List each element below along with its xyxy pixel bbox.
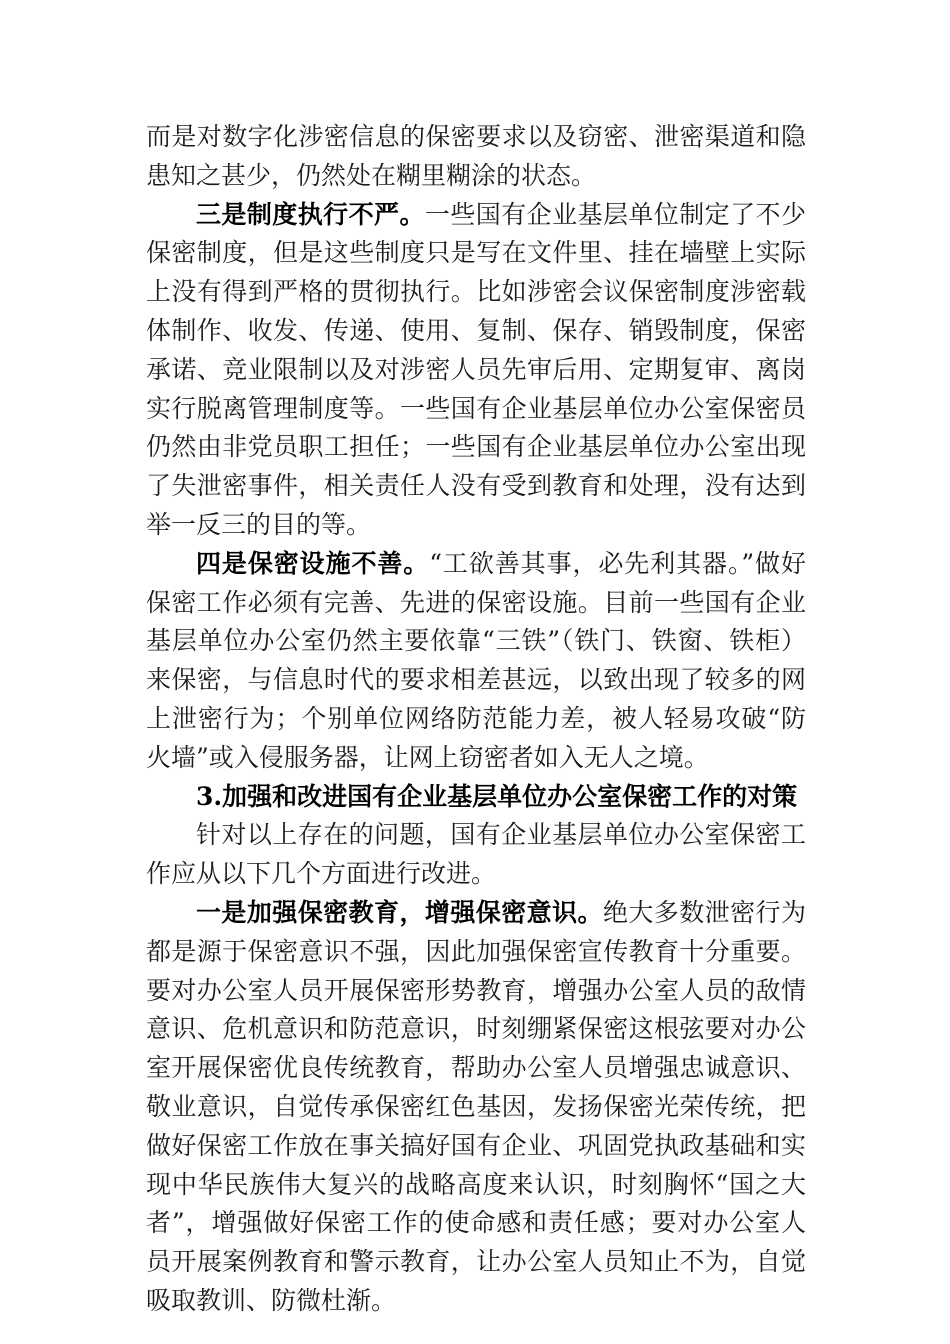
paragraph-text: “工欲善其事，必先利其器。”做好保密工作必须有完善、先进的保密设施。目前一些国有企业基层单位办公室仍然主要依靠“三铁”（铁门、铁窗、铁柜）来保密，与信息时代的要求相差甚远，以致出现了较多的网上泄密行为；个别单位网络防范能力差，被人轻易攻破“防火墙”或入侵服务器，让网上窃密者如入无人之境。: [146, 548, 806, 772]
document-body: [146, 118, 806, 1321]
paragraph-security-facilities: [146, 545, 806, 778]
paragraph-lead: 三是制度执行不严。: [196, 199, 425, 229]
paragraph-intro: [146, 816, 806, 894]
paragraph-institution-enforcement: [146, 196, 806, 545]
paragraph-lead: 四是保密设施不善。: [196, 548, 430, 578]
section-heading: 3.加强和改进国有企业基层单位办公室保密工作的对策: [196, 781, 798, 811]
paragraph-text: 一些国有企业基层单位制定了不少保密制度，但是这些制度只是写在文件里、挂在墙壁上实际上没有得到严格的贯彻执行。比如涉密会议保密制度涉密载体制作、收发、传递、使用、复制、保存、销毁制度，保密承诺、竞业限制以及对涉密人员先审后用、定期复审、离岗实行脱离管理制度等。一些国有企业基层单位办公室保密员仍然由非党员职工担任；一些国有企业基层单位办公室出现了失泄密事件，相关责任人没有受到教育和处理，没有达到举一反三的目的等。: [146, 199, 806, 539]
paragraph-continuation: [146, 118, 806, 196]
paragraph-text: 而是对数字化涉密信息的保密要求以及窃密、泄密渠道和隐患知之甚少，仍然处在糊里糊涂的状态。: [146, 122, 806, 190]
paragraph-text: 绝大多数泄密行为都是源于保密意识不强，因此加强保密宣传教育十分重要。要对办公室人员开展保密形势教育，增强办公室人员的敌情意识、危机意识和防范意识，时刻绷紧保密这根弦要对办公室开展保密优良传统教育，帮助办公室人员增强忠诚意识、敬业意识，自觉传承保密红色基因，发扬保密光荣传统，把做好保密工作放在事关搞好国有企业、巩固党执政基础和实现中华民族伟大复兴的战略高度来认识，时刻胸怀“国之大者”，增强做好保密工作的使命感和责任感；要对办公室人员开展案例教育和警示教育，让办公室人员知止不为，自觉吸取教训、防微杜渐。: [146, 897, 806, 1315]
paragraph-text: 针对以上存在的问题，国有企业基层单位办公室保密工作应从以下几个方面进行改进。: [146, 820, 806, 889]
paragraph-education: [146, 894, 806, 1321]
paragraph-lead: 一是加强保密教育，增强保密意识。: [196, 897, 603, 927]
